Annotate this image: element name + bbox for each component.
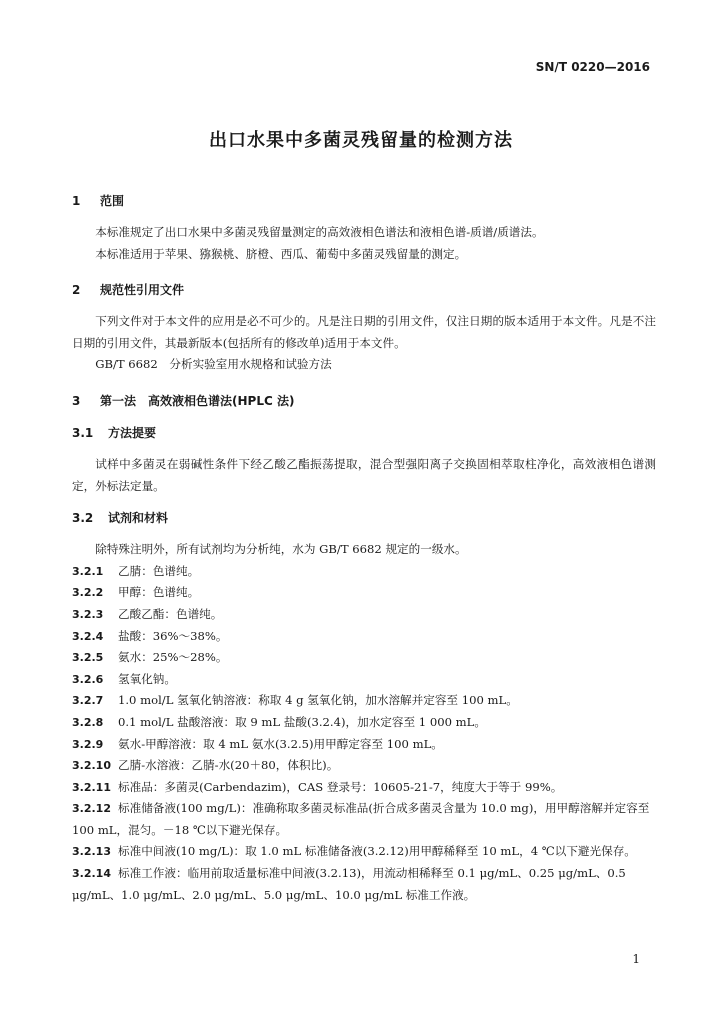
reagent-item-text: 标准储备液(100 mg/L)：准确称取多菌灵标准品(折合成多菌灵含量为 10.0 mg)，用甲醇溶解并定容至 100 mL，混匀。－18 ℃以下避光保存。 — [72, 801, 650, 837]
reagent-item — [72, 777, 656, 799]
reagent-item — [72, 669, 656, 691]
reagent-item-text: 氨水-甲醇溶液：取 4 mL 氨水(3.2.5)用甲醇定容至 100 mL。 — [118, 736, 443, 751]
reagent-item — [72, 626, 656, 648]
reagent-item — [72, 690, 656, 712]
reagent-item — [72, 734, 656, 756]
reagent-item — [72, 841, 656, 863]
reagent-item — [72, 712, 656, 734]
section-3-1-para: 试样中多菌灵在弱碱性条件下经乙酸乙酯振荡提取，混合型强阳离子交换固相萃取柱净化，高效液相色谱测定，外标法定量。 — [72, 456, 656, 493]
document-body — [72, 190, 656, 906]
reagent-item-text: 盐酸：36%～38%。 — [118, 628, 228, 643]
reagent-item — [72, 604, 656, 626]
reagent-item-number: 3.2.10 — [72, 759, 111, 773]
reagent-item-text: 1.0 mol/L 氢氧化钠溶液：称取 4 g 氢氧化钠，加水溶解并定容至 100 mL。 — [118, 693, 518, 708]
reagent-item-number: 3.2.12 — [72, 802, 111, 816]
reagent-item — [72, 798, 656, 841]
reagent-item-number: 3.2.1 — [72, 564, 104, 578]
section-3-2-intro: 除特殊注明外，所有试剂均为分析纯，水为 GB/T 6682 规定的一级水。 — [95, 542, 467, 557]
reagent-item-number: 3.2.5 — [72, 651, 104, 665]
section-1-heading: 1 范围 — [72, 194, 125, 208]
reagent-item-number: 3.2.11 — [72, 780, 111, 794]
reagent-list — [72, 561, 656, 907]
section-3-1-heading: 3.1 方法提要 — [72, 425, 157, 440]
section-2-para-1: 下列文件对于本文件的应用是必不可少的。凡是注日期的引用文件，仅注日期的版本适用于本文件。凡是不注日期的引用文件，其最新版本(包括所有的修改单)适用于本文件。 — [72, 314, 656, 350]
reagent-item-number: 3.2.2 — [72, 586, 104, 600]
section-3-2-heading: 3.2 试剂和材料 — [72, 511, 169, 526]
reagent-item-text: 标准中间液(10 mg/L)：取 1.0 mL 标准储备液(3.2.12)用甲醇稀释至 10 mL，4 ℃以下避光保存。 — [118, 844, 636, 859]
reagent-item — [72, 755, 656, 777]
reagent-item — [72, 561, 656, 583]
section-3-heading: 3 第一法 高效液相色谱法(HPLC 法) — [72, 393, 295, 408]
reagent-item-number: 3.2.14 — [72, 867, 111, 881]
reagent-item-text: 乙酸乙酯：色谱纯。 — [118, 606, 223, 621]
section-1-para-2: 本标准适用于苹果、猕猴桃、脐橙、西瓜、葡萄中多菌灵残留量的测定。 — [95, 246, 467, 261]
reagent-item-number: 3.2.13 — [72, 845, 111, 859]
reagent-item-text: 乙腈-水溶液：乙腈-水(20＋80，体积比)。 — [118, 758, 339, 773]
reagent-item-text: 氨水：25%～28%。 — [118, 650, 228, 665]
reagent-item — [72, 582, 656, 604]
reagent-item-number: 3.2.3 — [72, 607, 104, 621]
reagent-item-number: 3.2.6 — [72, 672, 104, 686]
reagent-item-text: 0.1 mol/L 盐酸溶液：取 9 mL 盐酸(3.2.4)，加水定容至 1 000 mL。 — [118, 714, 486, 729]
reagent-item-text: 标准工作液：临用前取适量标准中间液(3.2.13)，用流动相稀释至 0.1 μg/mL、0.25 μg/mL、0.5 μg/mL、1.0 μg/mL、2.0 μg/mL、5.0 μg/mL、10.0 μg/mL 标准工作液。 — [72, 866, 626, 902]
reagent-item-number: 3.2.8 — [72, 715, 104, 729]
reagent-item-number: 3.2.9 — [72, 737, 104, 751]
reagent-item — [72, 647, 656, 669]
reagent-item-text: 氢氧化钠。 — [118, 671, 176, 686]
reagent-item-number: 3.2.4 — [72, 629, 104, 643]
reagent-item-number: 3.2.7 — [72, 694, 104, 708]
section-2-reference: GB/T 6682 分析实验室用水规格和试验方法 — [95, 357, 332, 372]
document-title: 出口水果中多菌灵残留量的检测方法 — [209, 130, 513, 151]
page-number: 1 — [632, 952, 640, 966]
reagent-item-text: 乙腈：色谱纯。 — [118, 563, 200, 578]
reagent-item-text: 甲醇：色谱纯。 — [118, 585, 200, 600]
reagent-item — [72, 863, 656, 906]
standard-code: SN/T 0220—2016 — [535, 60, 650, 74]
section-1-para-1: 本标准规定了出口水果中多菌灵残留量测定的高效液相色谱法和液相色谱-质谱/质谱法。 — [95, 225, 544, 239]
section-2-heading: 2 规范性引用文件 — [72, 283, 185, 298]
reagent-item-text: 标准品：多菌灵(Carbendazim)，CAS 登录号：10605-21-7，纯度大于等于 99%。 — [118, 779, 563, 794]
